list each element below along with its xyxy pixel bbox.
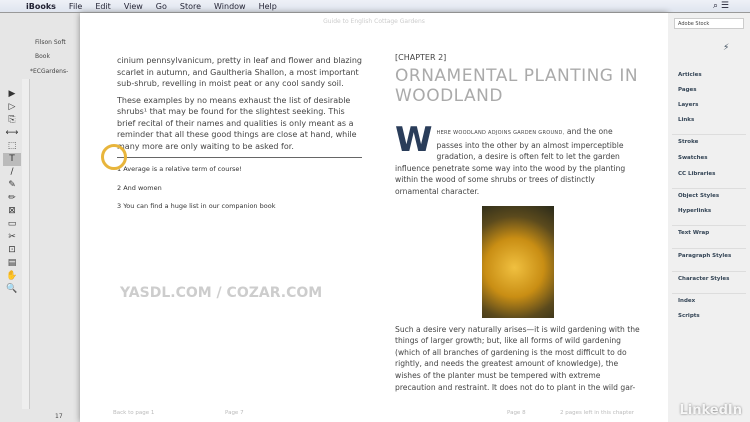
menu-view[interactable]: View (123, 1, 143, 11)
document-tab[interactable]: *ECGardens- (30, 68, 69, 75)
watermark: YASDL.COM / COZAR.COM (120, 285, 323, 301)
right-page-number: Page 8 (507, 410, 526, 416)
panel-item-character-styles[interactable]: Character Styles (678, 276, 730, 282)
panel-item-links[interactable]: Links (678, 117, 695, 123)
tool-icon[interactable]: ✋ (6, 271, 18, 281)
menu-edit[interactable]: Edit (95, 1, 111, 11)
menu-store[interactable]: Store (179, 1, 202, 11)
right-panel (668, 13, 750, 422)
tool-icon[interactable]: ▶ (8, 89, 16, 99)
footnote-3[interactable]: 3 You can find a huge list in our companion book (117, 202, 276, 210)
ibooks-window (80, 13, 668, 422)
panel-item-scripts[interactable]: Scripts (678, 313, 700, 319)
tool-icon[interactable]: ▭ (7, 219, 17, 229)
menu-ibooks[interactable]: iBooks (26, 1, 56, 11)
left-page-number: Page 7 (225, 410, 244, 416)
search-icon[interactable]: ⌕ ☰ (713, 1, 729, 11)
panel-item-index[interactable]: Index (678, 298, 696, 304)
paragraph: Such a desire very naturally arises—it is wild gardening with the things of larger growth; but, like all forms of wild gardening (which of all branches of gardening is the most difficult to do rightly, and needs the greatest amount of knowledge), the wishes of the planter must be tempered with extreme precaution and restraint. It does not do to plant in the wild gar- (395, 324, 640, 392)
tool-icon[interactable]: ✂ (8, 232, 16, 242)
adobe-stock-search[interactable] (674, 18, 744, 29)
linkedin-logo: LinkedIn (679, 403, 742, 418)
tool-icon[interactable]: ⎘ (8, 115, 16, 125)
menu-window[interactable]: Window (214, 1, 246, 11)
panel-separator (672, 225, 746, 226)
footnote-divider (117, 157, 362, 158)
tool-icon[interactable]: ⟷ (5, 128, 19, 138)
chapter-heading: ORNAMENTAL PLANTING IN WOODLAND (395, 66, 639, 106)
tool-icon[interactable]: ✎ (8, 180, 16, 190)
panel-item-text-wrap[interactable]: Text Wrap (678, 230, 710, 236)
tool-icon[interactable]: ▷ (8, 102, 16, 112)
panel-separator (672, 293, 746, 294)
tool-icon[interactable]: ⊡ (8, 245, 16, 255)
menu-go[interactable]: Go (155, 1, 167, 11)
forsythia-image (482, 206, 554, 318)
pages-remaining: 2 pages left in this chapter (560, 410, 634, 416)
panel-item-pages[interactable]: Pages (678, 87, 697, 93)
panel-separator (672, 188, 746, 189)
chapter-label: [CHAPTER 2] (395, 53, 447, 62)
font-field[interactable]: Filson Soft (35, 39, 66, 46)
left-page (117, 55, 362, 220)
lightning-icon[interactable]: ⚡ (723, 43, 730, 53)
panel-item-object-styles[interactable]: Object Styles (678, 193, 720, 199)
book-title: Guide to English Cottage Gardens (323, 18, 425, 25)
tool-icon[interactable]: ⊠ (8, 206, 16, 216)
panel-item-articles[interactable]: Articles (678, 72, 702, 78)
tool-icon[interactable]: / (10, 167, 14, 177)
tool-icon[interactable]: T (3, 153, 21, 166)
footnote-2[interactable]: 2 And women (117, 183, 162, 192)
panel-separator (672, 271, 746, 272)
panel-item-stroke[interactable]: Stroke (678, 139, 699, 145)
menu-file[interactable]: File (68, 1, 83, 11)
tool-icon[interactable]: ✏ (8, 193, 16, 203)
indesign-window (0, 13, 80, 422)
panel-item-swatches[interactable]: Swatches (678, 155, 708, 161)
vertical-ruler (22, 79, 30, 409)
panel-separator (672, 134, 746, 135)
panel-item-hyperlinks[interactable]: Hyperlinks (678, 208, 712, 214)
footnote-1[interactable]: 1 Average is a relative term of course! (117, 165, 243, 173)
panel-separator (672, 248, 746, 249)
paragraph: cinium pennsylvanicum, pretty in leaf and flower and blazing scarlet in autumn, and Gaultheria Shallon, a most important sub-shrub, revelling in moist peat or any cool sandy soil. (117, 56, 362, 88)
panel-item-paragraph-styles[interactable]: Paragraph Styles (678, 253, 732, 259)
page-number-field[interactable]: 17 (55, 413, 63, 420)
tools-panel (3, 88, 21, 296)
menu-help[interactable]: Help (258, 1, 277, 11)
search-label: Adobe Stock (678, 21, 710, 27)
menu-bar (0, 0, 750, 13)
panel-item-cc-libraries[interactable]: CC Libraries (678, 171, 716, 177)
right-page (395, 53, 640, 393)
paragraph: These examples by no means exhaust the list of desirable shrubs¹ that may be found for the slightest seeking. This brief recital of their names and qualities is only meant as a reminder that all these good things are close at hand, while many more are only waiting to be asked for. (117, 95, 357, 151)
tool-icon[interactable]: ⬚ (7, 141, 17, 151)
panel-item-layers[interactable]: Layers (678, 102, 699, 108)
tool-icon[interactable]: ▤ (7, 258, 17, 268)
small-caps-lead: HERE WOODLAND ADJOINS GARDEN GROUND, (436, 130, 565, 136)
drop-cap: W (395, 120, 433, 160)
font-style-field[interactable]: Book (35, 53, 50, 60)
cursor-highlight (101, 144, 127, 170)
paragraph: and the one passes into the other by an almost imperceptible gradation, a desire is often felt to let the garden influence penetrate some way into the wood by the planting within the wood of some shrubs or trees of distinctly ornamental character. (395, 127, 626, 196)
back-link[interactable]: Back to page 1 (113, 410, 155, 416)
tool-icon[interactable]: 🔍 (6, 284, 18, 294)
